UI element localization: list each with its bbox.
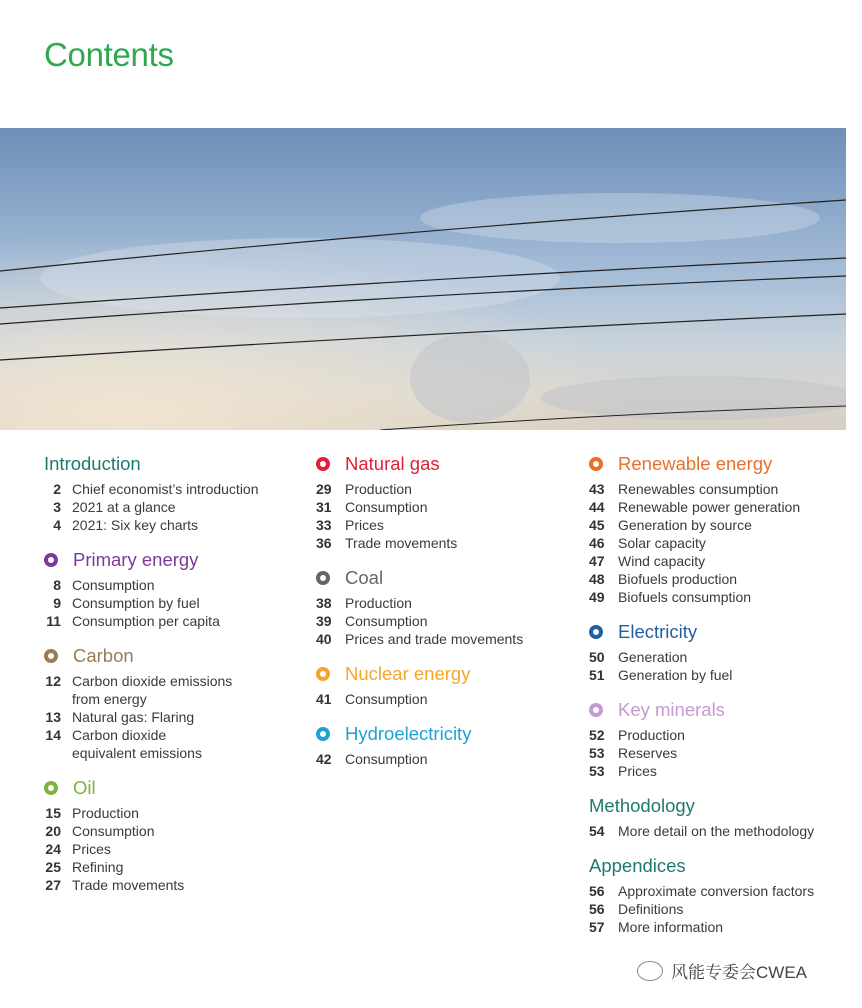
section-hydroelectricity — [316, 722, 576, 768]
coal-icon — [316, 571, 330, 585]
toc-entry[interactable] — [316, 594, 576, 612]
section-natural-gas — [316, 452, 576, 552]
toc-entry[interactable] — [316, 480, 576, 498]
page-number: 48 — [589, 571, 605, 587]
key-minerals-icon — [589, 703, 603, 717]
entry-label: Trade movements — [345, 535, 458, 551]
section-title-coal: Coal — [345, 567, 384, 588]
toc-entry[interactable] — [589, 480, 849, 498]
toc-entry[interactable] — [44, 708, 294, 726]
entry-label: Prices — [72, 841, 111, 857]
page-number: 25 — [45, 859, 61, 875]
page-number: 14 — [45, 727, 61, 743]
entry-label: Prices — [345, 517, 384, 533]
entry-label: Trade movements — [72, 877, 185, 893]
entry-label: Wind capacity — [618, 553, 706, 569]
entry-label: 2021: Six key charts — [72, 517, 199, 533]
toc-entry[interactable] — [316, 612, 576, 630]
page-number: 41 — [316, 691, 332, 707]
natural-gas-icon — [316, 457, 330, 471]
watermark-text: 风能专委会CWEA — [671, 963, 807, 982]
toc-entry[interactable] — [44, 840, 294, 858]
section-heading[interactable] — [589, 452, 849, 476]
entry-label: Consumption per capita — [72, 613, 220, 629]
toc-entry[interactable] — [44, 804, 294, 822]
page-number: 52 — [589, 727, 605, 743]
toc-entry[interactable] — [316, 498, 576, 516]
wechat-icon — [637, 961, 663, 981]
page-number: 8 — [53, 577, 61, 593]
page-number: 57 — [589, 919, 605, 935]
section-heading[interactable] — [316, 722, 576, 746]
section-heading[interactable] — [589, 794, 849, 818]
page-number: 45 — [589, 517, 605, 533]
entry-label: Consumption — [345, 691, 428, 707]
page-number: 2 — [53, 481, 61, 497]
toc-entry[interactable] — [44, 672, 294, 708]
section-primary-energy — [44, 548, 294, 630]
section-title-renewable-energy: Renewable energy — [618, 453, 773, 474]
entry-label-line: Carbon dioxide emissions — [72, 673, 233, 689]
entry-label: Refining — [72, 859, 124, 875]
page-number: 54 — [589, 823, 605, 839]
toc-entry[interactable] — [589, 900, 849, 918]
entry-label: Natural gas: Flaring — [72, 709, 195, 725]
section-methodology — [589, 794, 849, 840]
toc-entry[interactable] — [44, 594, 294, 612]
section-heading[interactable] — [589, 854, 849, 878]
entry-label: Consumption — [345, 751, 428, 767]
page-number: 42 — [316, 751, 332, 767]
entry-label-line: equivalent emissions — [72, 745, 202, 761]
entry-label-line: Carbon dioxide — [72, 727, 167, 743]
entry-label: Production — [72, 805, 139, 821]
section-title-electricity: Electricity — [618, 621, 698, 642]
page-number: 56 — [589, 901, 605, 917]
section-title-hydroelectricity: Hydroelectricity — [345, 723, 472, 744]
entry-label: Consumption — [345, 613, 428, 629]
toc-entry[interactable] — [44, 876, 294, 894]
toc-entry[interactable] — [44, 612, 294, 630]
toc-entry[interactable] — [589, 552, 849, 570]
page-number: 44 — [589, 499, 605, 515]
contents-column-2 — [316, 452, 576, 782]
entry-label: Solar capacity — [618, 535, 706, 551]
page-number: 29 — [316, 481, 332, 497]
section-heading[interactable] — [316, 662, 576, 686]
entry-label: Renewables consumption — [618, 481, 779, 497]
page-number: 56 — [589, 883, 605, 899]
toc-entry[interactable] — [44, 576, 294, 594]
page-number: 31 — [316, 499, 332, 515]
page-number: 49 — [589, 589, 605, 605]
watermark — [637, 958, 807, 983]
toc-entry[interactable] — [589, 666, 849, 684]
toc-entry[interactable] — [589, 570, 849, 588]
section-title-primary-energy: Primary energy — [73, 549, 199, 570]
page-number: 24 — [45, 841, 61, 857]
entry-label: Chief economist’s introduction — [72, 481, 259, 497]
entry-label: Biofuels consumption — [618, 589, 752, 605]
entry-label: Consumption — [345, 499, 428, 515]
section-title-oil: Oil — [73, 777, 96, 798]
section-appendices — [589, 854, 849, 936]
section-heading[interactable] — [316, 566, 576, 590]
toc-entry[interactable] — [589, 882, 849, 900]
toc-entry[interactable] — [589, 648, 849, 666]
entry-label: Generation by source — [618, 517, 752, 533]
toc-entry[interactable] — [44, 498, 294, 516]
entry-label: 2021 at a glance — [72, 499, 176, 515]
entry-label: More detail on the methodology — [618, 823, 815, 839]
toc-entry[interactable] — [316, 534, 576, 552]
page-number: 13 — [45, 709, 61, 725]
section-coal — [316, 566, 576, 648]
entry-label: Generation by fuel — [618, 667, 733, 683]
entry-label: Definitions — [618, 901, 684, 917]
section-heading[interactable] — [44, 452, 294, 476]
toc-entry[interactable] — [589, 762, 849, 780]
page-title: Contents — [44, 36, 174, 73]
page-number: 15 — [45, 805, 61, 821]
toc-entry[interactable] — [44, 726, 294, 762]
section-heading[interactable] — [44, 776, 294, 800]
section-heading[interactable] — [589, 698, 849, 722]
page-number: 43 — [589, 481, 605, 497]
entry-label: Production — [618, 727, 685, 743]
page-number: 40 — [316, 631, 332, 647]
page-number: 4 — [53, 517, 61, 533]
section-title-introduction: Introduction — [44, 453, 141, 474]
electricity-icon — [589, 625, 603, 639]
toc-entry[interactable] — [316, 690, 576, 708]
page-number: 50 — [589, 649, 605, 665]
toc-entry[interactable] — [316, 750, 576, 768]
entry-label: Reserves — [618, 745, 678, 761]
section-heading[interactable] — [44, 548, 294, 572]
hydro-icon — [316, 727, 330, 741]
section-title-methodology: Methodology — [589, 795, 695, 816]
renewable-icon — [589, 457, 603, 471]
entry-label: Prices and trade movements — [345, 631, 524, 647]
toc-entry[interactable] — [44, 822, 294, 840]
entry-label: Consumption — [72, 577, 155, 593]
page-number: 53 — [589, 745, 605, 761]
toc-entry[interactable] — [589, 918, 849, 936]
section-electricity — [589, 620, 849, 684]
page-number: 12 — [45, 673, 61, 689]
toc-entry[interactable] — [589, 534, 849, 552]
toc-entry[interactable] — [589, 498, 849, 516]
contents-column-1 — [44, 452, 294, 908]
entry-label: Production — [345, 595, 412, 611]
page-number: 11 — [46, 613, 61, 629]
entry-label: Production — [345, 481, 412, 497]
entry-label: Renewable power generation — [618, 499, 801, 515]
entry-label: Biofuels production — [618, 571, 738, 587]
section-title-appendices: Appendices — [589, 855, 686, 876]
contents-column-3 — [589, 452, 849, 950]
page-number: 3 — [53, 499, 61, 515]
hero-sky-image — [0, 128, 846, 430]
entry-label: Consumption — [72, 823, 155, 839]
toc-entry[interactable] — [44, 516, 294, 534]
page-number: 47 — [589, 553, 605, 569]
section-oil — [44, 776, 294, 894]
oil-icon — [44, 781, 58, 795]
toc-entry[interactable] — [589, 516, 849, 534]
section-key-minerals — [589, 698, 849, 780]
section-heading[interactable] — [589, 620, 849, 644]
page-number: 46 — [589, 535, 605, 551]
section-introduction — [44, 452, 294, 534]
toc-entry[interactable] — [589, 744, 849, 762]
page-number: 9 — [53, 595, 61, 611]
page-number: 51 — [589, 667, 605, 683]
page-number: 27 — [45, 877, 61, 893]
entry-label: Consumption by fuel — [72, 595, 200, 611]
page-number: 53 — [589, 763, 605, 779]
page-number: 39 — [316, 613, 332, 629]
toc-entry[interactable] — [589, 726, 849, 744]
page-number: 20 — [45, 823, 61, 839]
entry-label: Generation — [618, 649, 688, 665]
entry-label — [72, 672, 232, 708]
page-number: 33 — [316, 517, 332, 533]
entry-label — [72, 726, 202, 762]
section-heading[interactable] — [316, 452, 576, 476]
entry-label: Approximate conversion factors — [618, 883, 815, 899]
section-heading[interactable] — [44, 644, 294, 668]
entry-label-line: from energy — [72, 691, 147, 707]
section-carbon — [44, 644, 294, 762]
entry-label: Prices — [618, 763, 657, 779]
section-renewable-energy — [589, 452, 849, 606]
section-title-nuclear-energy: Nuclear energy — [345, 663, 471, 684]
toc-entry[interactable] — [44, 480, 294, 498]
section-title-natural-gas: Natural gas — [345, 453, 440, 474]
entry-label: More information — [618, 919, 724, 935]
primary-energy-icon — [44, 553, 58, 567]
toc-entry[interactable] — [589, 588, 849, 606]
toc-entry[interactable] — [316, 630, 576, 648]
section-nuclear-energy — [316, 662, 576, 708]
power-lines-illustration — [0, 128, 846, 430]
nuclear-icon — [316, 667, 330, 681]
page-number: 36 — [316, 535, 332, 551]
toc-entry[interactable] — [589, 822, 849, 840]
carbon-icon — [44, 649, 58, 663]
page-number: 38 — [316, 595, 332, 611]
section-title-carbon: Carbon — [73, 645, 134, 666]
toc-entry[interactable] — [44, 858, 294, 876]
toc-entry[interactable] — [316, 516, 576, 534]
section-title-key-minerals: Key minerals — [618, 699, 725, 720]
